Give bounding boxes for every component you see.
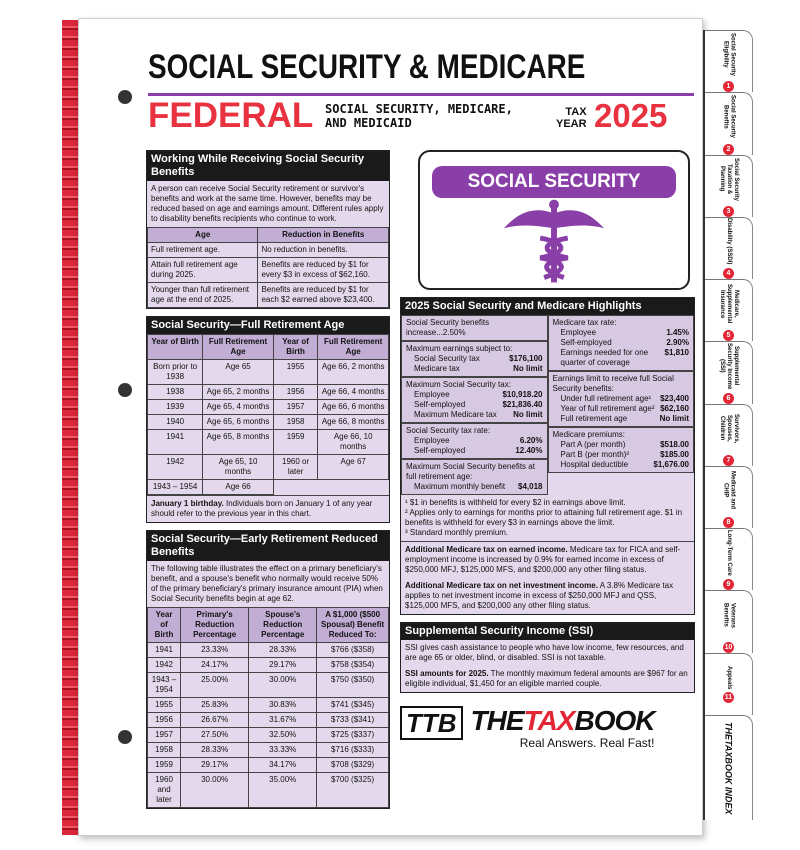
table-cell: 1956: [148, 713, 181, 728]
item-label: Social Security tax: [414, 354, 480, 363]
table-row: [148, 283, 389, 308]
table-cell: 1943 – 1954: [148, 480, 203, 495]
col-header: Full Retirement Age: [203, 335, 274, 360]
table-row: [148, 400, 389, 415]
table-cell: Age 66, 8 months: [318, 415, 389, 430]
table-cell: 28.33%: [181, 743, 249, 758]
item-label: Employee: [414, 436, 450, 445]
group-heading: Social Security tax rate:: [406, 426, 491, 435]
ssi-amounts: SSI amounts for 2025. The monthly maximum federal amounts are $967 for an eligible individual, $1,450 for an eligible married couple.: [405, 669, 688, 688]
box-title: Working While Receiving Social Security Benefits: [147, 151, 389, 181]
box-intro: A person can receive Social Security retirement or survivor's benefits and work at the same time. However, benefits may be reduced based on age and earnings amount. Different rules apply to disability benefits recipients who continue to work.: [151, 184, 384, 223]
tab-label: Veterans Benefits: [722, 602, 736, 628]
table-cell: 29.17%: [181, 758, 249, 773]
highlight-group: [401, 315, 548, 341]
group-heading: Medicare tax rate:: [552, 318, 617, 327]
table-cell: Full retirement age.: [148, 243, 258, 258]
item-label: Maximum Medicare tax: [414, 410, 497, 419]
tab-section-1[interactable]: [705, 30, 753, 92]
table-cell: 27.50%: [181, 728, 249, 743]
box-title: Supplemental Security Income (SSI): [401, 623, 694, 640]
table-cell: Age 65, 6 months: [203, 415, 274, 430]
table-cell: 1956: [273, 385, 318, 400]
tab-label: Disability (SSDI): [726, 218, 732, 265]
item-label: Employee: [560, 328, 597, 337]
item-label: Employee: [414, 390, 450, 399]
table-cell: 31.67%: [249, 713, 317, 728]
group-heading: Social Security benefits increase...2.50%: [406, 318, 490, 337]
box-title: Social Security—Full Retirement Age: [147, 317, 389, 334]
box-intro: The following table illustrates the effect on a primary beneficiary's benefit, and a spouse's benefit who normally would receive 50% of the primary beneficiary's primary insurance amount (PIA) when Social Security benefits begin at age 62.: [151, 564, 383, 603]
table-cell: $733 ($341): [317, 713, 389, 728]
tab-section-3[interactable]: [705, 155, 753, 217]
table-cell: 1955: [273, 360, 318, 385]
tab-label: Supplemental Security Income (SSI): [719, 342, 739, 390]
section-label: FEDERAL: [148, 96, 314, 135]
item-value: No limit: [659, 414, 689, 423]
tab-section-8[interactable]: [705, 466, 753, 528]
note: January 1 birthday. Individuals born on January 1 of any year should refer to the previous year in this chart.: [147, 495, 389, 522]
addl-medicare-investment: Additional Medicare tax on net investment income. A 3.8% Medicare tax applies to net investment income in excess of $250,000 MFJ and QSS, $125,000 MFS, and $200,000 any other filing status.: [405, 581, 674, 610]
tab-section-9[interactable]: [705, 528, 753, 590]
item-value: $185.00: [660, 450, 689, 459]
table-row: [148, 455, 389, 480]
ssi-text: SSI gives cash assistance to people who have low income, few resources, and are age 65 or older, blind, or disabled. SSI is not taxable.: [405, 643, 684, 662]
table-cell: 1942: [148, 455, 203, 480]
highlight-group: [401, 341, 548, 377]
tab-number: 2: [723, 144, 734, 155]
table-cell: 25.00%: [181, 673, 249, 698]
table-cell: 1960 and later: [148, 773, 181, 808]
table-cell: 1941: [148, 643, 181, 658]
tab-number: 9: [723, 579, 734, 590]
col-header: A $1,000 ($500 Spousal) Benefit Reduced To:: [317, 608, 389, 643]
table-cell: Benefits are reduced by $1 for every $3 in excess of $62,160.: [258, 258, 389, 283]
table-cell: 1941: [148, 430, 203, 455]
table-cell: 24.17%: [181, 658, 249, 673]
early-box: [146, 530, 390, 809]
footnotes: [401, 495, 694, 541]
table-cell: 1957: [148, 728, 181, 743]
table-cell: 30.83%: [249, 698, 317, 713]
highlight-item: [406, 354, 543, 364]
table-cell: 1959: [273, 430, 318, 455]
item-value: $4,018: [518, 482, 543, 491]
tax-year: 2025: [594, 97, 668, 134]
footnote: ³ Standard monthly premium.: [405, 528, 509, 537]
tab-section-7[interactable]: [705, 404, 753, 466]
table-cell: Age 65: [203, 360, 274, 385]
working-table: [147, 227, 389, 308]
tab-label: Social Security Eligibility: [722, 33, 736, 77]
table-cell: $700 ($325): [317, 773, 389, 808]
table-row: [148, 385, 389, 400]
highlight-item: [553, 404, 690, 414]
table-row: [148, 728, 389, 743]
item-value: $10,918.20: [502, 390, 543, 399]
tab-label: Medicare, Supplemental Insurance: [719, 284, 739, 324]
highlight-item: [406, 436, 543, 446]
highlight-item: [553, 328, 690, 338]
group-heading: Maximum earnings subject to:: [406, 344, 513, 353]
item-value: 1.45%: [666, 328, 689, 337]
tab-section-6[interactable]: [705, 341, 753, 403]
item-value: $23,400: [660, 394, 689, 403]
item-value: $1,810: [664, 348, 689, 357]
tab-number: 7: [723, 455, 734, 466]
item-label: Self-employed: [414, 446, 466, 455]
table-cell: Age 66, 10 months: [318, 430, 389, 455]
table-cell: 35.00%: [249, 773, 317, 808]
table-cell: 1957: [273, 400, 318, 415]
tab-section-4[interactable]: [705, 217, 753, 279]
table-cell: 32.50%: [249, 728, 317, 743]
item-value: No limit: [513, 364, 543, 373]
table-cell: $758 ($354): [317, 658, 389, 673]
table-row: [148, 430, 389, 455]
table-cell: 26.67%: [181, 713, 249, 728]
table-cell: Age 66, 2 months: [318, 360, 389, 385]
tab-number: 10: [724, 643, 733, 651]
col-header: Full Retirement Age: [318, 335, 389, 360]
highlight-item: [406, 482, 543, 492]
col-header: Age: [148, 228, 258, 243]
tab-label: Survivors, Spouses, Children: [719, 413, 739, 443]
table-row: [148, 773, 389, 808]
table-row: [148, 643, 389, 658]
table-cell: 34.17%: [249, 758, 317, 773]
item-value: No limit: [513, 410, 543, 419]
brand-block: [400, 706, 695, 750]
item-label: Year of full retirement age²: [560, 404, 655, 413]
table-row: [148, 698, 389, 713]
table-cell: 1939: [148, 400, 203, 415]
item-label: Under full retirement age¹: [560, 394, 652, 403]
item-label: Self-employed: [560, 338, 612, 347]
table-row: [148, 673, 389, 698]
item-label: Part A (per month): [560, 440, 626, 449]
item-label: Medicare tax: [414, 364, 460, 373]
item-value: $518.00: [660, 440, 689, 449]
table-cell: 30.00%: [181, 773, 249, 808]
highlight-item: [406, 446, 543, 456]
item-label: Earnings needed for one quarter of coverage: [560, 348, 649, 367]
table-row: [148, 658, 389, 673]
table-row: [148, 743, 389, 758]
highlight-group: [401, 423, 548, 459]
left-column: [146, 150, 390, 809]
table-cell: 33.33%: [249, 743, 317, 758]
table-row: [148, 360, 389, 385]
ttb-logo: TTB: [400, 706, 463, 740]
item-label: Hospital deductible: [560, 460, 629, 469]
table-cell: 1940: [148, 415, 203, 430]
highlight-item: [553, 348, 690, 368]
brand-logo: THETAXBOOK: [470, 705, 655, 736]
slogan: Real Answers. Real Fast!: [519, 736, 655, 750]
ssi-box: [400, 622, 695, 693]
caduceus-icon: [420, 198, 688, 288]
tab-number: 8: [723, 517, 734, 528]
social-security-logo: [418, 150, 690, 290]
tab-label: Long-Term Care: [726, 529, 732, 576]
tab-number: 4: [723, 268, 734, 279]
early-table: [147, 607, 389, 808]
highlight-group: [548, 371, 695, 427]
col-header: Year of Birth: [148, 608, 181, 643]
fra-table: [147, 334, 389, 495]
tab-index[interactable]: THETAXBOOK INDEX: [705, 715, 753, 820]
addl-medicare-earned: Additional Medicare tax on earned income. Medicare tax for FICA and self-employment income is increased by 0.9% for earned income in excess of $250,000 MFJ, $125,000 MFS, and $200,000 any other filing status.: [401, 541, 694, 578]
item-value: 12.40%: [515, 446, 543, 455]
table-cell: 1959: [148, 758, 181, 773]
table-cell: Age 66: [203, 480, 274, 495]
subtitle: SOCIAL SECURITY, MEDICARE, AND MEDICAID: [325, 102, 513, 130]
binder-hole: [118, 383, 132, 397]
table-cell: 28.33%: [249, 643, 317, 658]
highlight-item: [406, 364, 543, 374]
table-cell: Age 65, 4 months: [203, 400, 274, 415]
group-heading: Medicare premiums:: [552, 430, 625, 439]
tax-year-label: TAX YEAR: [556, 106, 587, 130]
working-box: [146, 150, 390, 309]
col-header: Year of Birth: [148, 335, 203, 360]
highlight-item: [553, 338, 690, 348]
table-cell: Younger than full retirement age at the end of 2025.: [148, 283, 258, 308]
table-row: [148, 713, 389, 728]
item-label: Self-employed: [414, 400, 466, 409]
right-column: [400, 150, 695, 750]
col-header: Reduction in Benefits: [258, 228, 389, 243]
table-cell: $741 ($345): [317, 698, 389, 713]
table-cell: $725 ($337): [317, 728, 389, 743]
tab-number: 3: [723, 206, 734, 217]
page-title: SOCIAL SECURITY & MEDICARE: [148, 48, 586, 86]
item-value: $21,836.40: [502, 400, 543, 409]
table-cell: 23.33%: [181, 643, 249, 658]
highlight-item: [553, 450, 690, 460]
table-cell: $766 ($358): [317, 643, 389, 658]
table-cell: 29.17%: [249, 658, 317, 673]
table-cell: Age 65, 10 months: [203, 455, 274, 480]
col-header: Year of Birth: [273, 335, 318, 360]
item-value: $1,676.00: [653, 460, 689, 469]
fra-box: [146, 316, 390, 523]
highlight-group: [548, 315, 695, 371]
table-cell: Age 65, 2 months: [203, 385, 274, 400]
group-heading: Maximum Social Security tax:: [406, 380, 511, 389]
highlight-item: [553, 394, 690, 404]
binder-hole: [118, 730, 132, 744]
tab-section-2[interactable]: [705, 92, 753, 154]
highlight-group: [401, 377, 548, 423]
highlight-group: [548, 427, 695, 473]
box-title: 2025 Social Security and Medicare Highlights: [401, 298, 694, 315]
table-cell: 30.00%: [249, 673, 317, 698]
table-cell: Age 66, 6 months: [318, 400, 389, 415]
tab-section-11[interactable]: [705, 653, 753, 715]
table-cell: Benefits are reduced by $1 for each $2 earned above $23,400.: [258, 283, 389, 308]
logo-label: SOCIAL SECURITY: [432, 166, 676, 198]
table-row: [148, 258, 389, 283]
group-heading: Earnings limit to receive full Social Security benefits:: [552, 374, 674, 393]
col-header: Spouse's Reduction Percentage: [249, 608, 317, 643]
item-label: Part B (per month)³: [560, 450, 629, 459]
table-cell: 1958: [273, 415, 318, 430]
table-cell: 1938: [148, 385, 203, 400]
table-row: [148, 415, 389, 430]
highlight-item: [406, 400, 543, 410]
col-header: Primary's Reduction Percentage: [181, 608, 249, 643]
tab-number: 5: [723, 330, 734, 341]
table-cell: 1955: [148, 698, 181, 713]
table-cell: $750 ($350): [317, 673, 389, 698]
item-value: $176,100: [509, 354, 543, 363]
table-cell: Attain full retirement age during 2025.: [148, 258, 258, 283]
item-value: 2.90%: [666, 338, 689, 347]
item-label: Maximum monthly benefit: [414, 482, 506, 491]
tab-number: 6: [723, 393, 734, 404]
table-cell: Age 66, 4 months: [318, 385, 389, 400]
item-value: $62,160: [660, 404, 689, 413]
tab-label: Social Security Benefits: [722, 95, 736, 139]
highlight-item: [553, 414, 690, 424]
binder-hole: [118, 90, 132, 104]
table-cell: Born prior to 1938: [148, 360, 203, 385]
index-tabs: [703, 30, 753, 820]
table-cell: 1942: [148, 658, 181, 673]
table-cell: 1958: [148, 743, 181, 758]
table-cell: 1943 – 1954: [148, 673, 181, 698]
highlight-group: [401, 459, 548, 495]
highlights-box: [400, 297, 695, 615]
table-cell: 25.83%: [181, 698, 249, 713]
item-value: 6.20%: [519, 436, 543, 445]
table-row: [148, 758, 389, 773]
box-title: Social Security—Early Retirement Reduced Benefits: [147, 531, 389, 561]
item-label: Full retirement age: [560, 414, 628, 423]
tab-section-5[interactable]: [705, 279, 753, 341]
group-heading: Maximum Social Security benefits at full retirement age:: [406, 462, 535, 481]
table-cell: No reduction in benefits.: [258, 243, 389, 258]
tab-section-10[interactable]: [705, 590, 753, 652]
tab-label: Social Security Taxation & Planning: [719, 157, 739, 201]
table-cell: 1960 or later: [273, 455, 318, 480]
table-cell: Age 65, 8 months: [203, 430, 274, 455]
highlight-item: [406, 390, 543, 400]
table-cell: Age 67: [318, 455, 389, 480]
highlight-item: [553, 460, 690, 470]
tab-label: Appeals: [726, 665, 732, 689]
tab-number: 11: [724, 693, 733, 701]
highlight-item: [406, 410, 543, 420]
table-row: [148, 243, 389, 258]
tab-number: 1: [723, 81, 734, 92]
table-cell: $716 ($333): [317, 743, 389, 758]
table-row: [148, 480, 389, 495]
footnote: ² Applies only to earnings for months prior to attaining full retirement age. $1 in benefits is withheld for every $3 in earnings above the limit.: [405, 508, 683, 527]
tab-label: Medicaid and CHIP: [722, 471, 736, 510]
footnote: ¹ $1 in benefits is withheld for every $2 in earnings above limit.: [405, 498, 626, 507]
highlight-item: [553, 440, 690, 450]
table-cell: $708 ($329): [317, 758, 389, 773]
